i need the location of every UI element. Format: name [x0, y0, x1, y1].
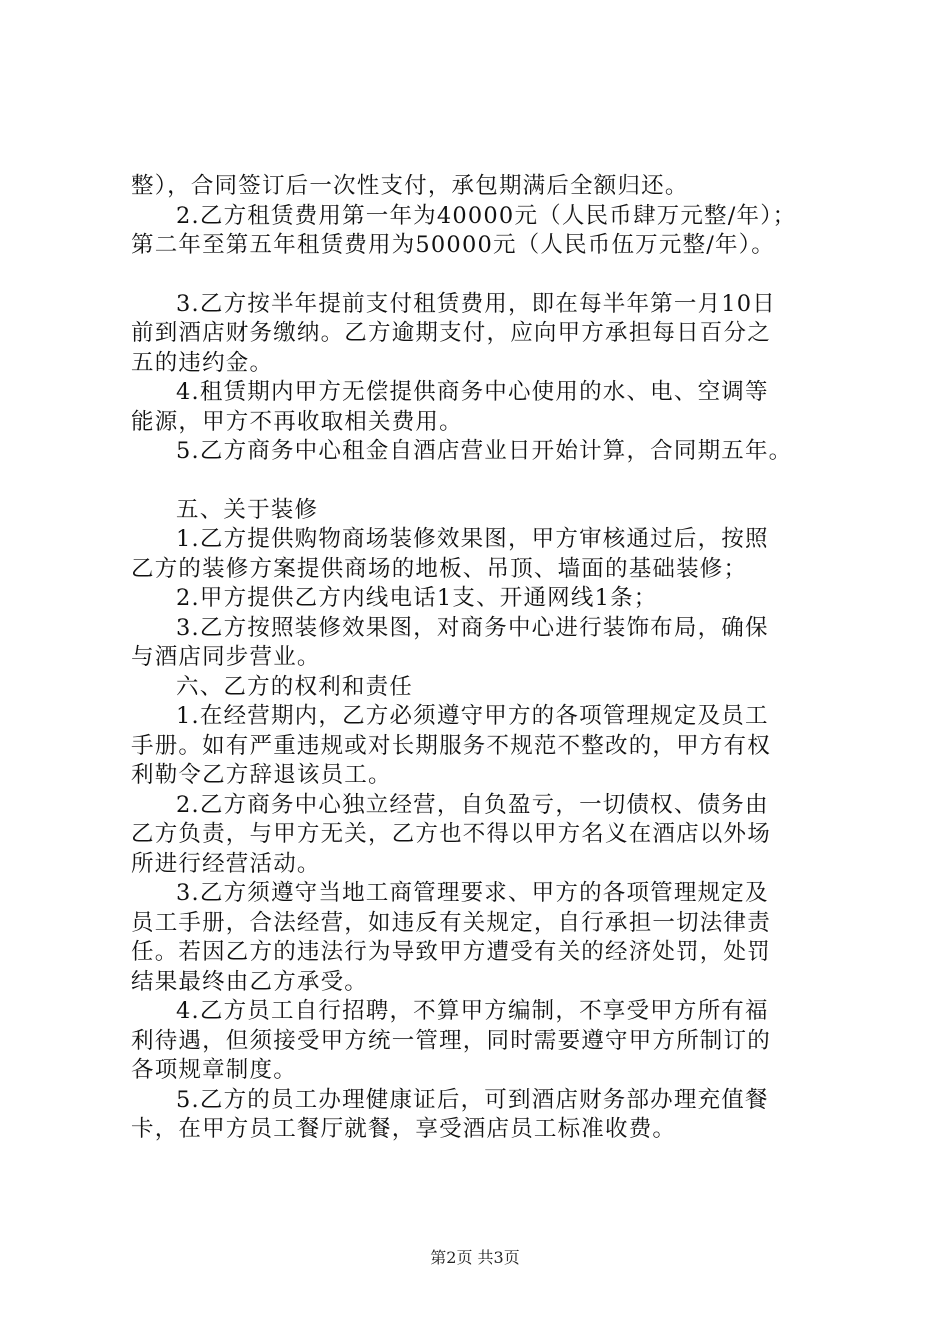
- paragraph-gap: [131, 467, 846, 496]
- text-line: 员工手册，合法经营，如违反有关规定，自行承担一切法律责: [131, 909, 771, 936]
- text-line: 所进行经营活动。: [131, 850, 321, 877]
- text-line: 各项规章制度。: [131, 1057, 297, 1083]
- text-line: 利待遇，但须接受甲方统一管理，同时需要遵守甲方所制订的: [131, 1027, 771, 1054]
- body-text: [131, 172, 846, 1145]
- text-line: 2.甲方提供乙方内线电话1支、开通网线1条；: [176, 585, 658, 611]
- text-line: 4.租赁期内甲方无偿提供商务中心使用的水、电、空调等: [176, 379, 769, 405]
- text-line: 5.乙方的员工办理健康证后，可到酒店财务部办理充值餐: [176, 1086, 769, 1113]
- text-line: 手册。如有严重违规或对长期服务不规范不整改的，甲方有权: [131, 732, 771, 759]
- text-line: 能源，甲方不再收取相关费用。: [131, 408, 463, 435]
- text-line: 乙方的装修方案提供商场的地板、吊顶、墙面的基础装修；: [131, 555, 748, 582]
- text-line: 整），合同签订后一次性支付，承包期满后全额归还。: [131, 173, 689, 199]
- text-line: 3.乙方须遵守当地工商管理要求、甲方的各项管理规定及: [176, 880, 769, 906]
- text-line: 乙方负责，与甲方无关，乙方也不得以甲方名义在酒店以外场: [131, 821, 771, 847]
- section-heading: 六、乙方的权利和责任: [176, 673, 414, 700]
- text-line: 2.乙方商务中心独立经营，自负盈亏，一切债权、债务由: [176, 791, 769, 818]
- section-heading: 五、关于装修: [176, 496, 319, 523]
- text-line: 五的违约金。: [131, 349, 274, 376]
- text-line: 第二年至第五年租赁费用为50000元（人民币伍万元整/年）。: [131, 232, 775, 258]
- text-line: 1.乙方提供购物商场装修效果图，甲方审核通过后，按照: [176, 526, 769, 552]
- text-line: 2.乙方租赁费用第一年为40000元（人民币肆万元整/年）；: [176, 202, 797, 229]
- text-line: 4.乙方员工自行招聘，不算甲方编制，不享受甲方所有福: [176, 998, 769, 1024]
- text-line: 1.在经营期内，乙方必须遵守甲方的各项管理规定及员工: [176, 703, 769, 729]
- text-line: 与酒店同步营业。: [131, 644, 321, 670]
- text-line: 任。若因乙方的违法行为导致甲方遭受有关的经济处罚，处罚: [131, 939, 771, 965]
- page-number-footer: 第2页 共3页: [430, 1248, 520, 1267]
- text-line: 3.乙方按半年提前支付租赁费用，即在每半年第一月10日: [176, 290, 776, 317]
- paragraph-gap: [131, 261, 846, 290]
- text-line: 前到酒店财务缴纳。乙方逾期支付，应向甲方承担每日百分之: [131, 320, 771, 346]
- text-line: 利勒令乙方辞退该员工。: [131, 762, 392, 788]
- text-line: 结果最终由乙方承受。: [131, 968, 369, 995]
- text-line: 3.乙方按照装修效果图，对商务中心进行装饰布局，确保: [176, 614, 769, 641]
- text-line: 卡，在甲方员工餐厅就餐，享受酒店员工标准收费。: [131, 1116, 677, 1142]
- text-line: 5.乙方商务中心租金自酒店营业日开始计算，合同期五年。: [176, 438, 793, 464]
